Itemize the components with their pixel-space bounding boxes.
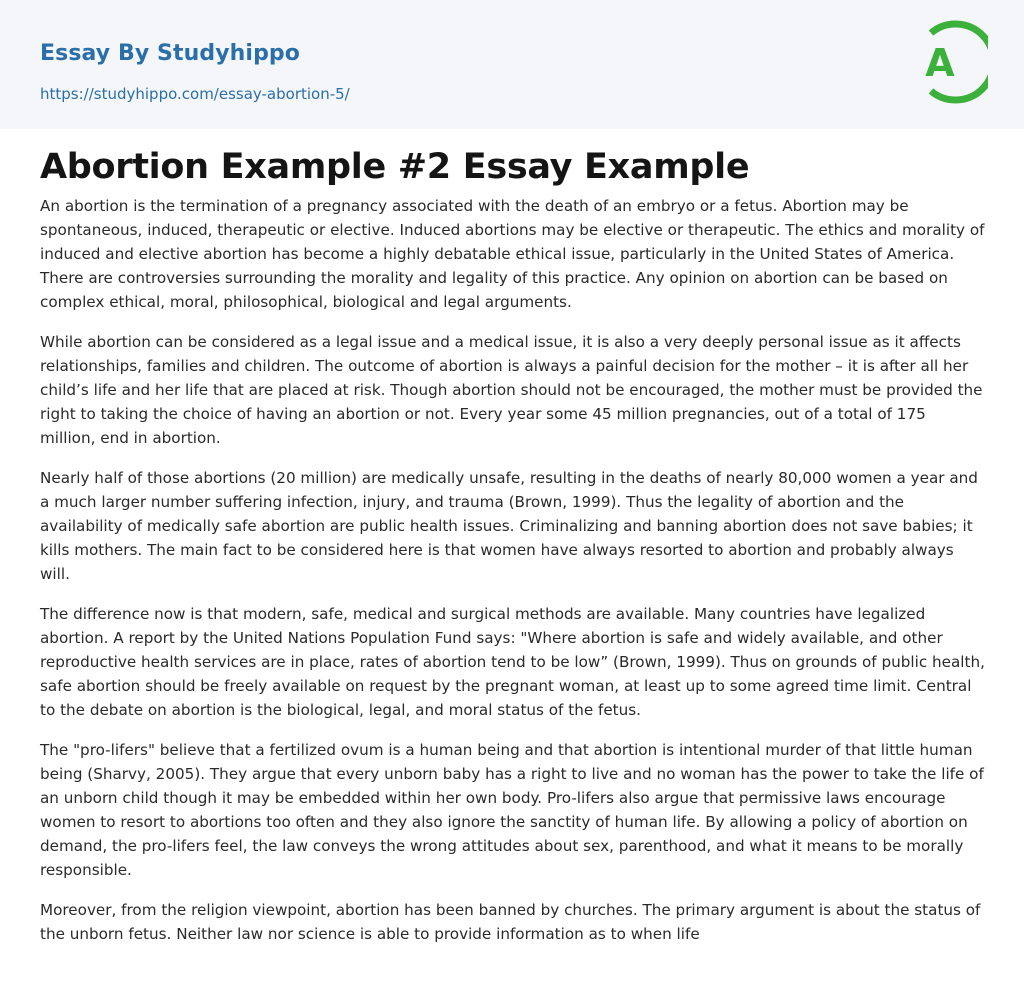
essay-paragraph: While abortion can be considered as a legal issue and a medical issue, it is also a very deeply personal issue as it affects relationships, families and children. The outcome of abortion is always a painful decision for the mother – it is after all her child’s life and her life that are placed at risk. Though abortion should not be encouraged, the mother must be provided the right to taking the choice of having an abortion or not. Every year some 45 million pregnancies, out of a total of 175 million, end in abortion. [40, 333, 983, 447]
essay-paragraph: The difference now is that modern, safe, medical and surgical methods are available. Many countries have legalized abortion. A report by the United Nations Population Fund says: "Where abortion is safe and widely available, and other reproductive health services are in place, rates of abortion tend to be low” (Brown, 1999). Thus on grounds of public health, safe abortion should be freely available on request by the pregnant woman, at least up to some agreed time limit. Central to the debate on abortion is the biological, legal, and moral status of the fetus. [40, 605, 985, 719]
logo-letter: A [925, 41, 955, 85]
essay-paragraph: Moreover, from the religion viewpoint, abortion has been banned by churches. The primary argument is about the status of the unborn fetus. Neither law nor science is able to provide information as to when life [40, 901, 981, 943]
studyhippo-logo-icon[interactable] [910, 18, 988, 106]
page-title: Abortion Example #2 Essay Example [40, 147, 750, 187]
essay-paragraph: Nearly half of those abortions (20 million) are medically unsafe, resulting in the deaths of nearly 80,000 women a year and a much larger number suffering infection, injury, and trauma (Brown, 1999). Thus the legality of abortion and the availability of medically safe abortion are public health issues. Criminalizing and banning abortion does not save babies; it kills mothers. The main fact to be considered here is that women have always resorted to abortion and probably always will. [40, 469, 978, 583]
essay-body [40, 194, 986, 962]
logo-graphic [910, 18, 988, 106]
source-url-link[interactable]: https://studyhippo.com/essay-abortion-5/ [40, 85, 350, 103]
brand-title[interactable]: Essay By Studyhippo [40, 41, 300, 66]
essay-paragraph: An abortion is the termination of a pregnancy associated with the death of an embryo or a fetus. Abortion may be spontaneous, induced, therapeutic or elective. Induced abortions may be elective or therapeutic. The ethics and morality of induced and elective abortion has become a highly debatable ethical issue, particularly in the United States of America. There are controversies surrounding the morality and legality of this practice. Any opinion on abortion can be based on complex ethical, moral, philosophical, biological and legal arguments. [40, 197, 985, 311]
essay-paragraph: The "pro-lifers" believe that a fertilized ovum is a human being and that abortion is intentional murder of that little human being (Sharvy, 2005). They argue that every unborn baby has a right to live and no woman has the power to take the life of an unborn child though it may be embedded within her own body. Pro-lifers also argue that permissive laws encourage women to resort to abortions too often and they also ignore the sanctity of human life. By allowing a policy of abortion on demand, the pro-lifers feel, the law conveys the wrong attitudes about sex, parenthood, and what it means to be morally responsible. [40, 741, 984, 879]
